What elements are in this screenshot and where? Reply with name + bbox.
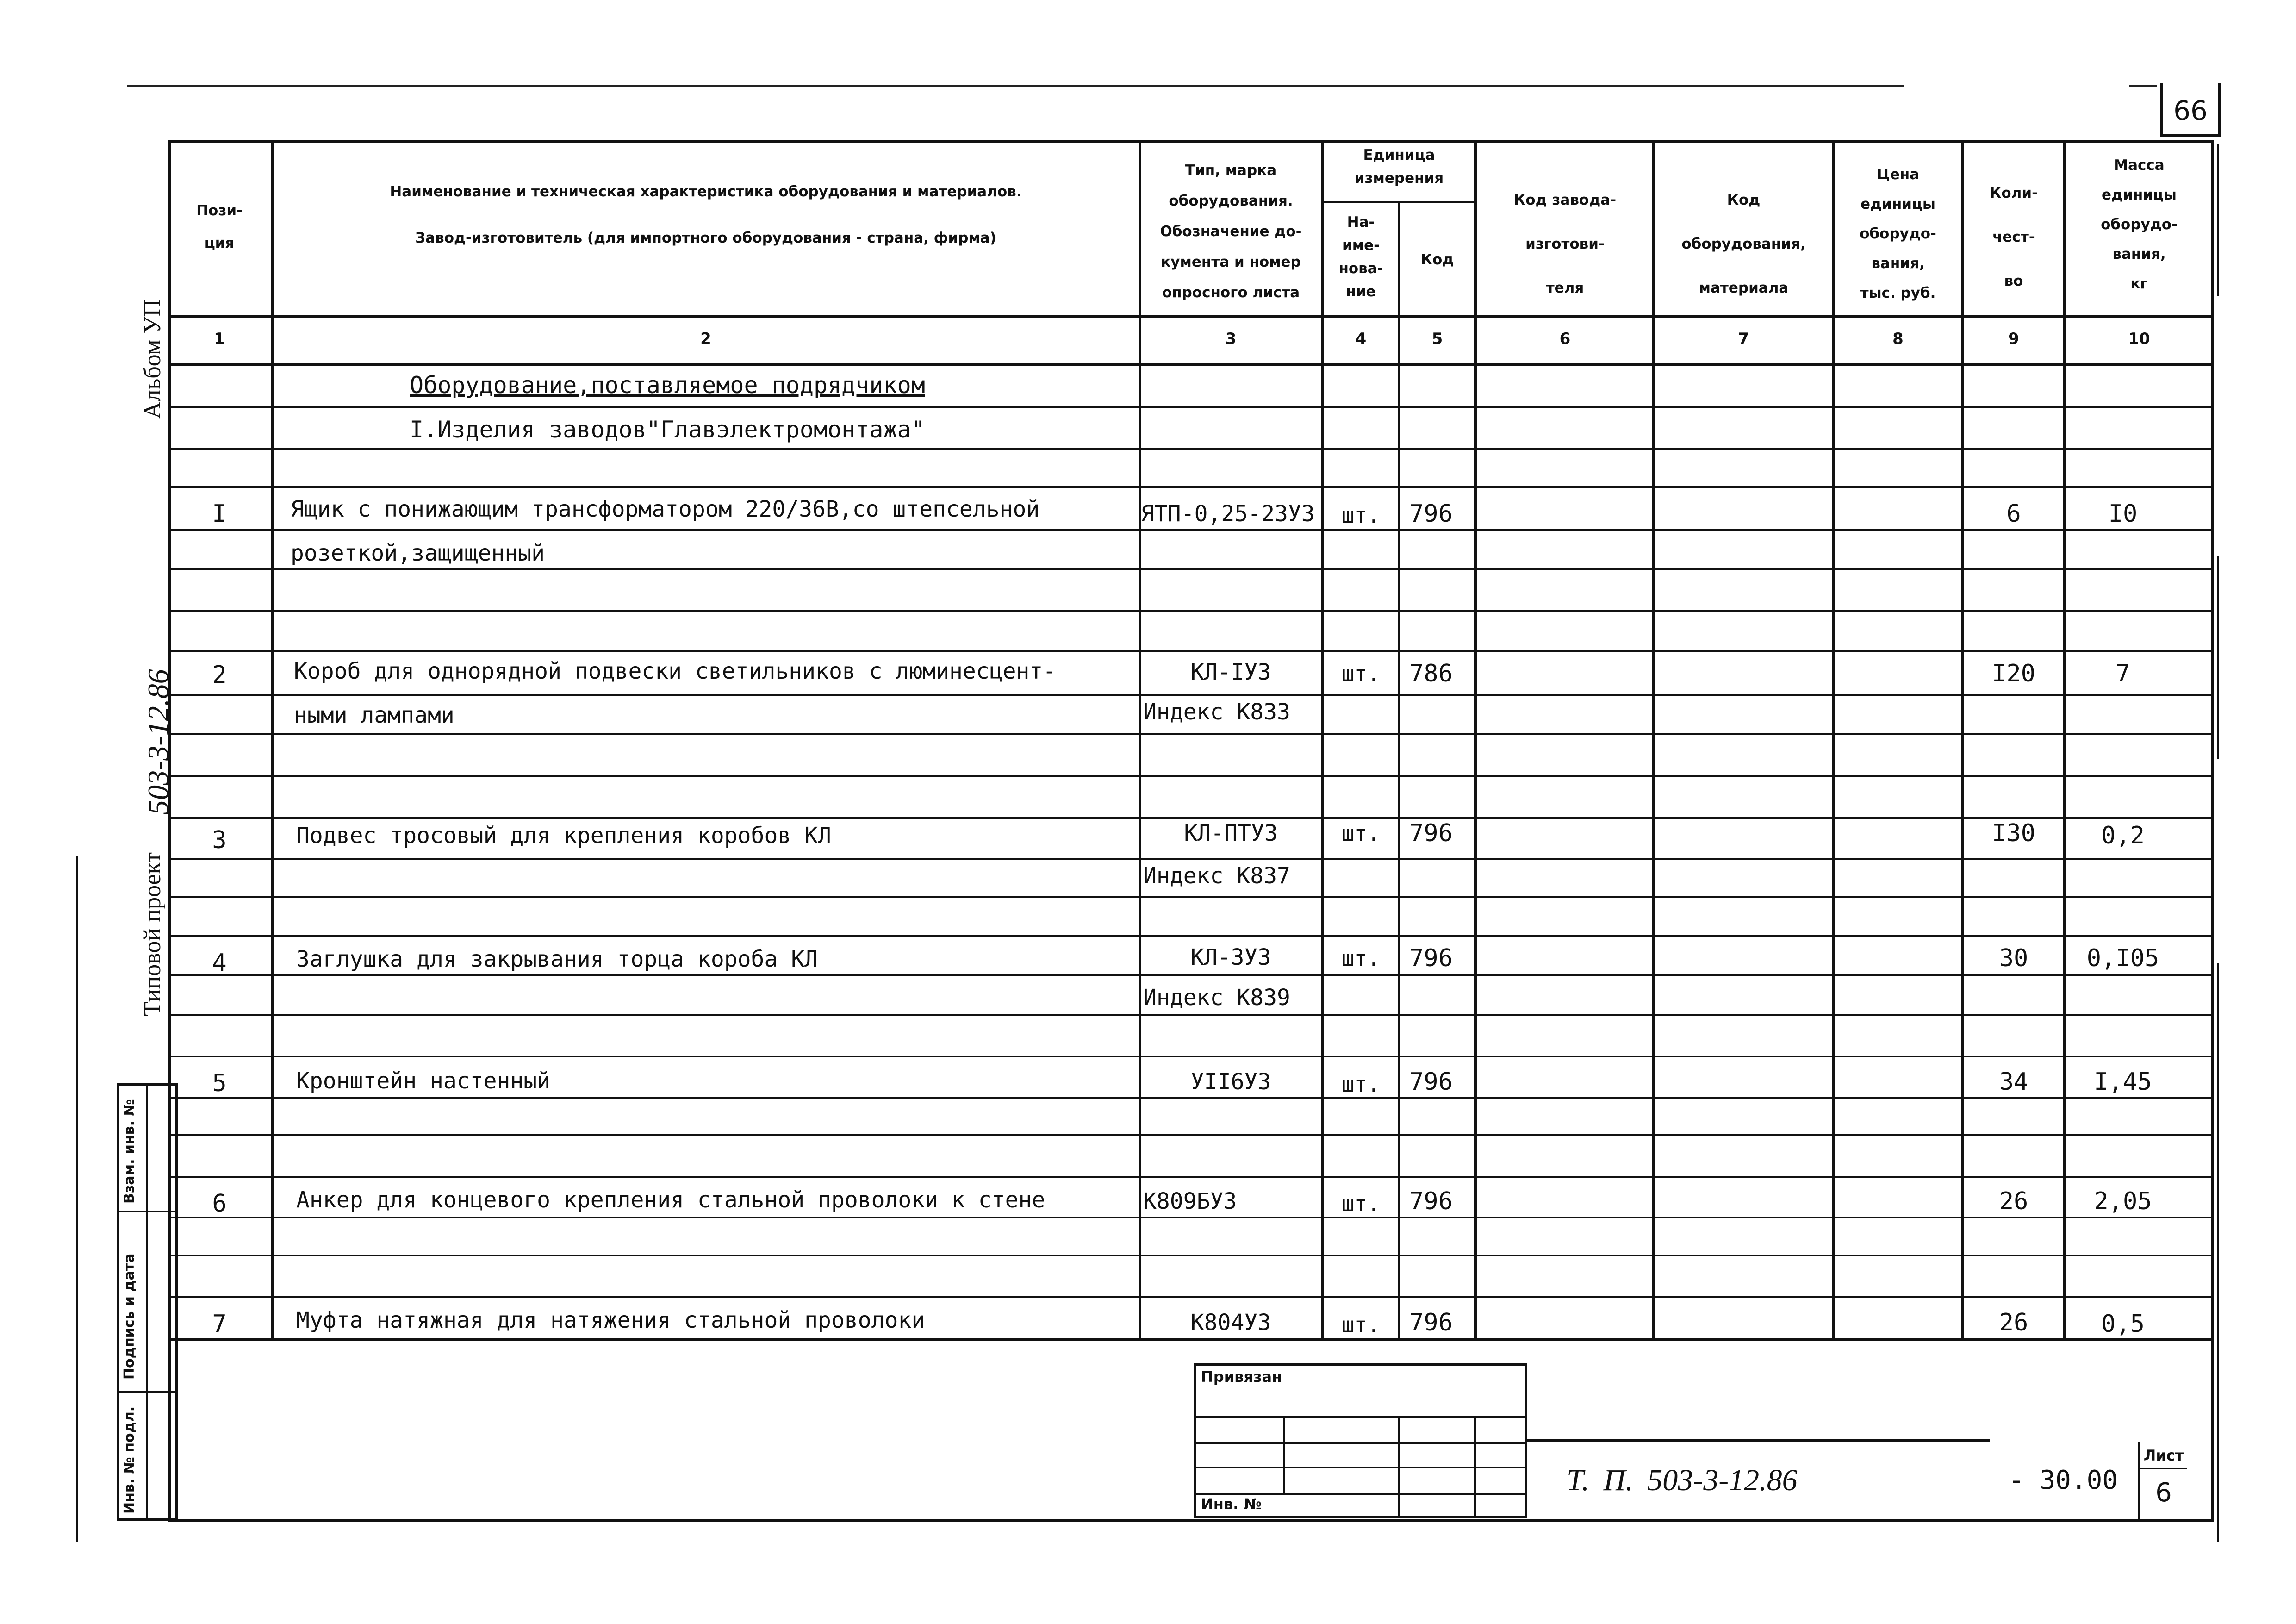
stamp-divider <box>146 1083 148 1521</box>
colnum-9: 9 <box>2008 330 2019 348</box>
colnum-7: 7 <box>1738 330 1749 348</box>
header-factory-code: Код завода- изготови- теля <box>1513 192 1617 296</box>
row-type: Индекс К833 <box>1143 699 1290 725</box>
header-mass: Масса единицы оборудо- вания, кг <box>2101 157 2178 292</box>
row-position: 3 <box>212 826 227 854</box>
row-type: КЛ-IУ3 <box>1190 659 1271 685</box>
top-border-line <box>127 85 1904 87</box>
header-unit-group: Единица измерения <box>1354 147 1444 187</box>
row-qty: 26 <box>1999 1187 2028 1215</box>
row-line <box>168 1056 2214 1057</box>
row-code: 796 <box>1409 1309 1453 1337</box>
row-line <box>168 1296 2214 1298</box>
sheet-number: 6 <box>2155 1478 2172 1508</box>
row-line <box>168 610 2214 612</box>
row-unit: шт. <box>1341 1072 1381 1097</box>
row-qty: 26 <box>1999 1309 2028 1337</box>
row-code: 786 <box>1409 660 1453 687</box>
row-type: КЛ-3У3 <box>1190 944 1271 970</box>
row-line <box>168 406 2214 408</box>
header-position: Пози- ция <box>196 202 243 251</box>
row-line <box>168 650 2214 652</box>
row-type: К809БУ3 <box>1143 1188 1237 1214</box>
col-line-2 <box>1139 140 1141 1339</box>
row-mass: 0,I05 <box>2086 944 2159 972</box>
row-line <box>168 935 2214 937</box>
sheet-code: - 30.00 <box>2009 1465 2118 1495</box>
row-line <box>168 1255 2214 1256</box>
colnum-1: 1 <box>214 330 225 348</box>
col-line-7 <box>1832 140 1835 1339</box>
col-line-9 <box>2063 140 2066 1339</box>
header-price: Цена единицы оборудо- вания, тыс. руб. <box>1860 166 1936 301</box>
row-type: ЯТП-0,25-23У3 <box>1141 501 1315 527</box>
row-line <box>168 486 2214 488</box>
row-line <box>168 529 2214 531</box>
row-code: 796 <box>1409 944 1453 972</box>
row-line <box>168 1176 2214 1178</box>
title-block-top <box>1527 1439 1990 1442</box>
row-line <box>168 1097 2214 1099</box>
row-position: 5 <box>212 1069 227 1097</box>
row-unit: шт. <box>1341 946 1381 971</box>
row-mass: 0,5 <box>2101 1310 2145 1338</box>
subsection-title: I.Изделия заводов"Главэлектромонтажа" <box>410 416 925 443</box>
col-line-4 <box>1398 201 1400 1339</box>
row-type: К804У3 <box>1190 1310 1271 1336</box>
row-line <box>168 1134 2214 1136</box>
sheet-box-line <box>2138 1468 2187 1469</box>
col-line-1 <box>271 140 274 1339</box>
privyazan-line <box>1194 1442 1527 1444</box>
right-margin-mark <box>2217 144 2219 296</box>
privyazan-label: Привязан <box>1201 1368 1282 1386</box>
privyazan-line <box>1194 1493 1527 1495</box>
row-line <box>168 817 2214 819</box>
project-type-label: Типовой проект <box>139 852 166 1016</box>
row-qty: I30 <box>1992 819 2035 847</box>
row-name: ными лампами <box>294 702 454 728</box>
colnum-3: 3 <box>1225 330 1237 348</box>
row-line <box>168 1217 2214 1218</box>
row-line <box>168 974 2214 976</box>
row-line <box>168 775 2214 777</box>
row-type: УII6У3 <box>1190 1069 1271 1095</box>
row-position: I <box>212 500 227 528</box>
row-unit: шт. <box>1341 661 1381 686</box>
row-name: Кронштейн настенный <box>296 1068 551 1094</box>
row-type: КЛ-ПТУ3 <box>1184 820 1278 846</box>
colnum-5: 5 <box>1431 330 1443 348</box>
colnum-6: 6 <box>1559 330 1571 348</box>
top-border-dash <box>2129 85 2157 87</box>
col-line-5 <box>1474 140 1477 1339</box>
privyazan-vline <box>1283 1416 1285 1493</box>
row-name: Муфта натяжная для натяжения стальной проволоки <box>296 1307 925 1333</box>
privyazan-line <box>1194 1467 1527 1468</box>
row-name: Анкер для концевого крепления стальной проволоки к стене <box>296 1187 1045 1213</box>
row-qty: 34 <box>1999 1068 2028 1096</box>
doc-code: Т. П. 503-3-12.86 <box>1567 1463 1798 1497</box>
row-name: Ящик с понижающим трансформатором 220/36В,со штепсельной <box>291 496 1040 522</box>
privyazan-vline <box>1398 1416 1400 1518</box>
project-code-label: 503-3-12.86 <box>142 669 174 815</box>
album-label: Альбом УП <box>139 299 166 419</box>
colnum-2: 2 <box>700 330 711 348</box>
row-code: 796 <box>1409 819 1453 847</box>
right-margin-mark <box>2217 556 2219 759</box>
col-line-3 <box>1321 140 1324 1339</box>
row-unit: шт. <box>1341 1312 1381 1337</box>
header-unit-name: На- име- нова- ние <box>1338 214 1383 300</box>
colnum-bottom-line <box>168 363 2214 366</box>
colnum-10: 10 <box>2128 330 2150 348</box>
stamp-vzam-inv: Взам. инв. № <box>121 1099 137 1204</box>
row-position: 4 <box>212 949 227 977</box>
row-qty: 6 <box>2006 500 2021 528</box>
header-name-line2: Завод-изготовитель (для импортного оборудования - страна, фирма) <box>415 230 996 246</box>
row-line <box>168 733 2214 735</box>
row-qty: I20 <box>1992 660 2035 687</box>
header-equipment-code: Код оборудования, материала <box>1681 192 1806 296</box>
row-mass: 2,05 <box>2094 1187 2152 1215</box>
sheet-label: Лист <box>2143 1447 2184 1464</box>
row-name: розеткой,защищенный <box>291 540 545 566</box>
body-bottom-line <box>168 1338 2214 1341</box>
colnum-8: 8 <box>1892 330 1904 348</box>
row-code: 796 <box>1409 1068 1453 1096</box>
privyazan-vline <box>1474 1416 1476 1518</box>
header-name-line1: Наименование и техническая характеристика оборудования и материалов. <box>390 183 1022 200</box>
row-code: 796 <box>1409 1187 1453 1215</box>
row-mass: 7 <box>2116 660 2130 687</box>
privyazan-line <box>1194 1416 1527 1418</box>
header-type: Тип, марка оборудования. Обозначение до- кумента и номер опросного листа <box>1160 162 1302 301</box>
header-bottom-line <box>168 315 2214 318</box>
row-position: 7 <box>212 1310 227 1338</box>
right-margin-mark <box>2217 963 2219 1542</box>
row-unit: шт. <box>1341 503 1381 528</box>
section-title: Оборудование,поставляемое подрядчиком <box>410 372 925 399</box>
col-line-6 <box>1652 140 1655 1339</box>
row-line <box>168 448 2214 450</box>
row-position: 6 <box>212 1190 227 1218</box>
header-quantity: Коли- чест- во <box>1990 185 2038 289</box>
colnum-4: 4 <box>1355 330 1367 348</box>
row-mass: I0 <box>2108 500 2138 528</box>
row-unit: шт. <box>1341 1191 1381 1216</box>
row-name: Короб для однорядной подвески светильников с люминесцент- <box>294 658 1057 684</box>
row-type: Индекс К839 <box>1143 985 1290 1011</box>
row-name: Заглушка для закрывания торца короба КЛ <box>296 946 818 972</box>
left-margin-mark <box>76 856 78 1542</box>
header-unit-code: Код <box>1420 251 1454 268</box>
col-line-8 <box>1961 140 1964 1339</box>
row-line <box>168 858 2214 860</box>
row-unit: шт. <box>1341 821 1381 846</box>
row-line <box>168 694 2214 696</box>
row-mass: 0,2 <box>2101 822 2145 849</box>
row-type: Индекс К837 <box>1143 863 1290 889</box>
row-position: 2 <box>212 661 227 689</box>
row-name: Подвес тросовый для крепления коробов КЛ <box>296 823 831 849</box>
row-line <box>168 568 2214 570</box>
inv-no-label: Инв. № <box>1201 1495 1262 1513</box>
stamp-inv-orig: Инв. № подл. <box>121 1406 137 1514</box>
page-number: 66 <box>2173 95 2208 126</box>
stamp-sign-date: Подпись и дата <box>121 1253 137 1380</box>
row-mass: I,45 <box>2094 1068 2152 1096</box>
row-line <box>168 896 2214 898</box>
row-code: 796 <box>1409 500 1453 528</box>
row-qty: 30 <box>1999 944 2028 972</box>
row-line <box>168 1014 2214 1016</box>
